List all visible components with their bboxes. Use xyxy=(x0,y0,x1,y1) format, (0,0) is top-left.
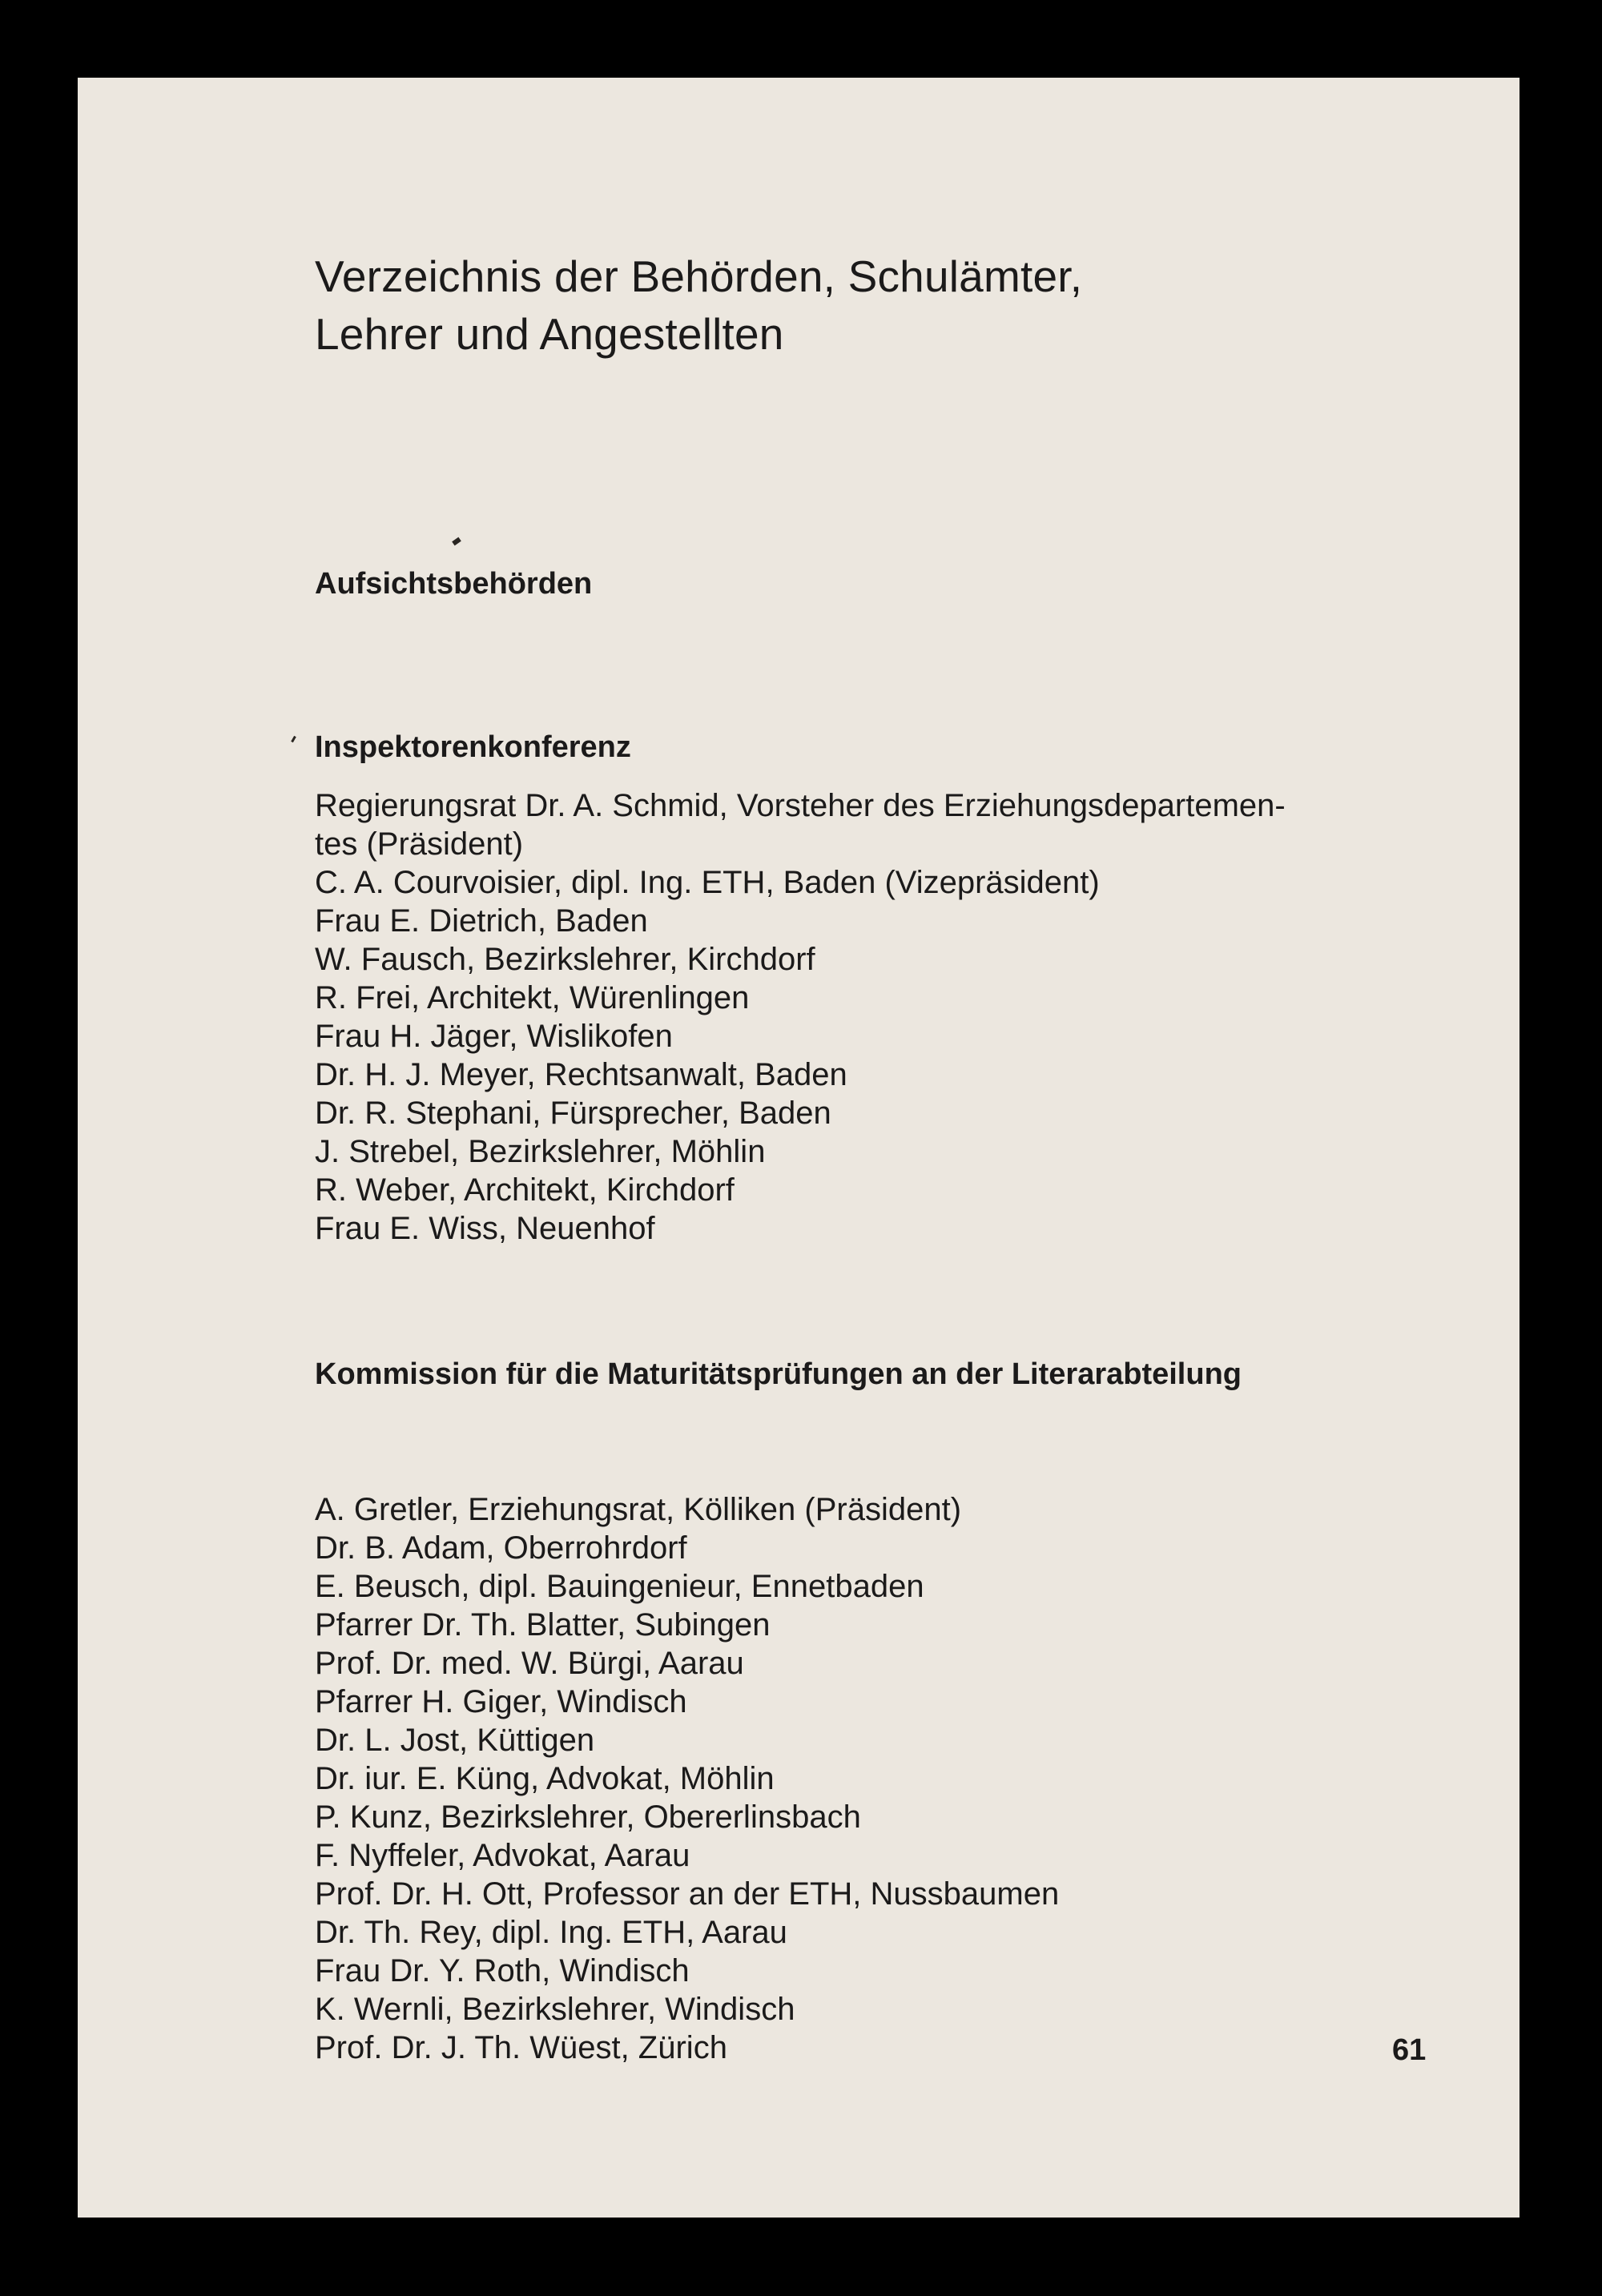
kommission-list xyxy=(315,1490,1059,2067)
title-line: Verzeichnis der Behörden, Schulämter, xyxy=(315,251,1083,301)
inspektorenkonferenz-list xyxy=(315,786,1286,1248)
list-item: Dr. R. Stephani, Fürsprecher, Baden xyxy=(315,1096,831,1131)
list-item: Frau E. Wiss, Neuenhof xyxy=(315,1211,655,1246)
list-item: Dr. L. Jost, Küttigen xyxy=(315,1723,595,1758)
list-item: W. Fausch, Bezirkslehrer, Kirchdorf xyxy=(315,942,815,977)
ink-speck xyxy=(291,736,296,742)
list-item: Frau E. Dietrich, Baden xyxy=(315,903,648,939)
list-item: C. A. Courvoisier, dipl. Ing. ETH, Baden (Vizepräsident) xyxy=(315,865,1100,900)
list-item: E. Beusch, dipl. Bauingenieur, Ennetbaden xyxy=(315,1569,924,1604)
list-item: K. Wernli, Bezirkslehrer, Windisch xyxy=(315,1992,795,2027)
page-number: 61 xyxy=(1392,2033,1427,2067)
list-item: Pfarrer Dr. Th. Blatter, Subingen xyxy=(315,1607,771,1643)
list-item: Regierungsrat Dr. A. Schmid, Vorsteher des Erziehungsdepartemen- xyxy=(315,788,1286,823)
list-item: Prof. Dr. H. Ott, Professor an der ETH, Nussbaumen xyxy=(315,1876,1060,1912)
title-line: Lehrer und Angestellten xyxy=(315,309,784,359)
list-item: J. Strebel, Bezirkslehrer, Möhlin xyxy=(315,1134,766,1169)
section-heading-kommission: Kommission für die Maturitätsprüfungen an der Literarabteilung xyxy=(315,1357,1242,1391)
list-item: Dr. B. Adam, Oberrohrdorf xyxy=(315,1530,687,1566)
list-item: tes (Präsident) xyxy=(315,826,524,862)
list-item: Frau Dr. Y. Roth, Windisch xyxy=(315,1953,690,1988)
list-item: R. Weber, Architekt, Kirchdorf xyxy=(315,1172,735,1208)
list-item: Dr. iur. E. Küng, Advokat, Möhlin xyxy=(315,1761,775,1796)
list-item: F. Nyffeler, Advokat, Aarau xyxy=(315,1838,690,1873)
list-item: P. Kunz, Bezirkslehrer, Obererlinsbach xyxy=(315,1799,861,1835)
ink-speck xyxy=(452,537,461,546)
list-item: Frau H. Jäger, Wislikofen xyxy=(315,1019,673,1054)
list-item: A. Gretler, Erziehungsrat, Kölliken (Präsident) xyxy=(315,1492,962,1527)
list-item: Pfarrer H. Giger, Windisch xyxy=(315,1684,687,1719)
list-item: Dr. Th. Rey, dipl. Ing. ETH, Aarau xyxy=(315,1915,787,1950)
list-item: Prof. Dr. med. W. Bürgi, Aarau xyxy=(315,1646,744,1681)
section-heading-inspektorenkonferenz: Inspektorenkonferenz xyxy=(315,730,631,764)
list-item: Dr. H. J. Meyer, Rechtsanwalt, Baden xyxy=(315,1057,847,1092)
list-item: Prof. Dr. J. Th. Wüest, Zürich xyxy=(315,2030,727,2065)
paper-sheet xyxy=(78,78,1519,2218)
list-item: R. Frei, Architekt, Würenlingen xyxy=(315,980,750,1015)
section-heading-aufsichtsbehoerden: Aufsichtsbehörden xyxy=(315,567,593,601)
page-title xyxy=(315,247,1082,363)
